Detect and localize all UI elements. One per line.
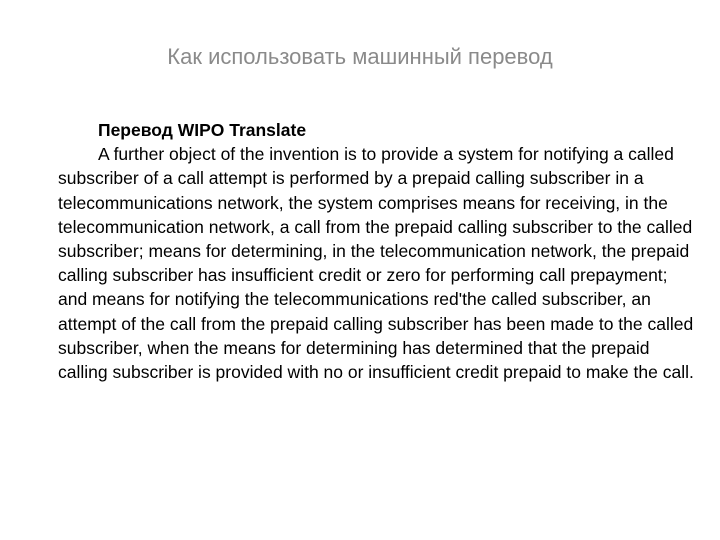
slide-body [58, 118, 698, 384]
translation-paragraph: A further object of the invention is to provide a system for notifying a called subscriber of a call attempt is performed by a prepaid calling subscriber in a telecommunications network, the system comprises means for receiving, in the telecommunication network, a call from the prepaid calling subscriber to the called subscriber; means for determining, in the telecommunication network, the prepaid calling subscriber has insufficient credit or zero for performing call prepayment; and means for notifying the telecommunications red'the called subscriber, an attempt of the call from the prepaid calling subscriber has been made to the called subscriber, when the means for determining has determined that the prepaid calling subscriber is provided with no or insufficient credit prepaid to make the call. [58, 144, 694, 383]
slide-title: Как использовать машинный перевод [167, 44, 553, 69]
section-heading: Перевод WIPO Translate [98, 120, 307, 140]
